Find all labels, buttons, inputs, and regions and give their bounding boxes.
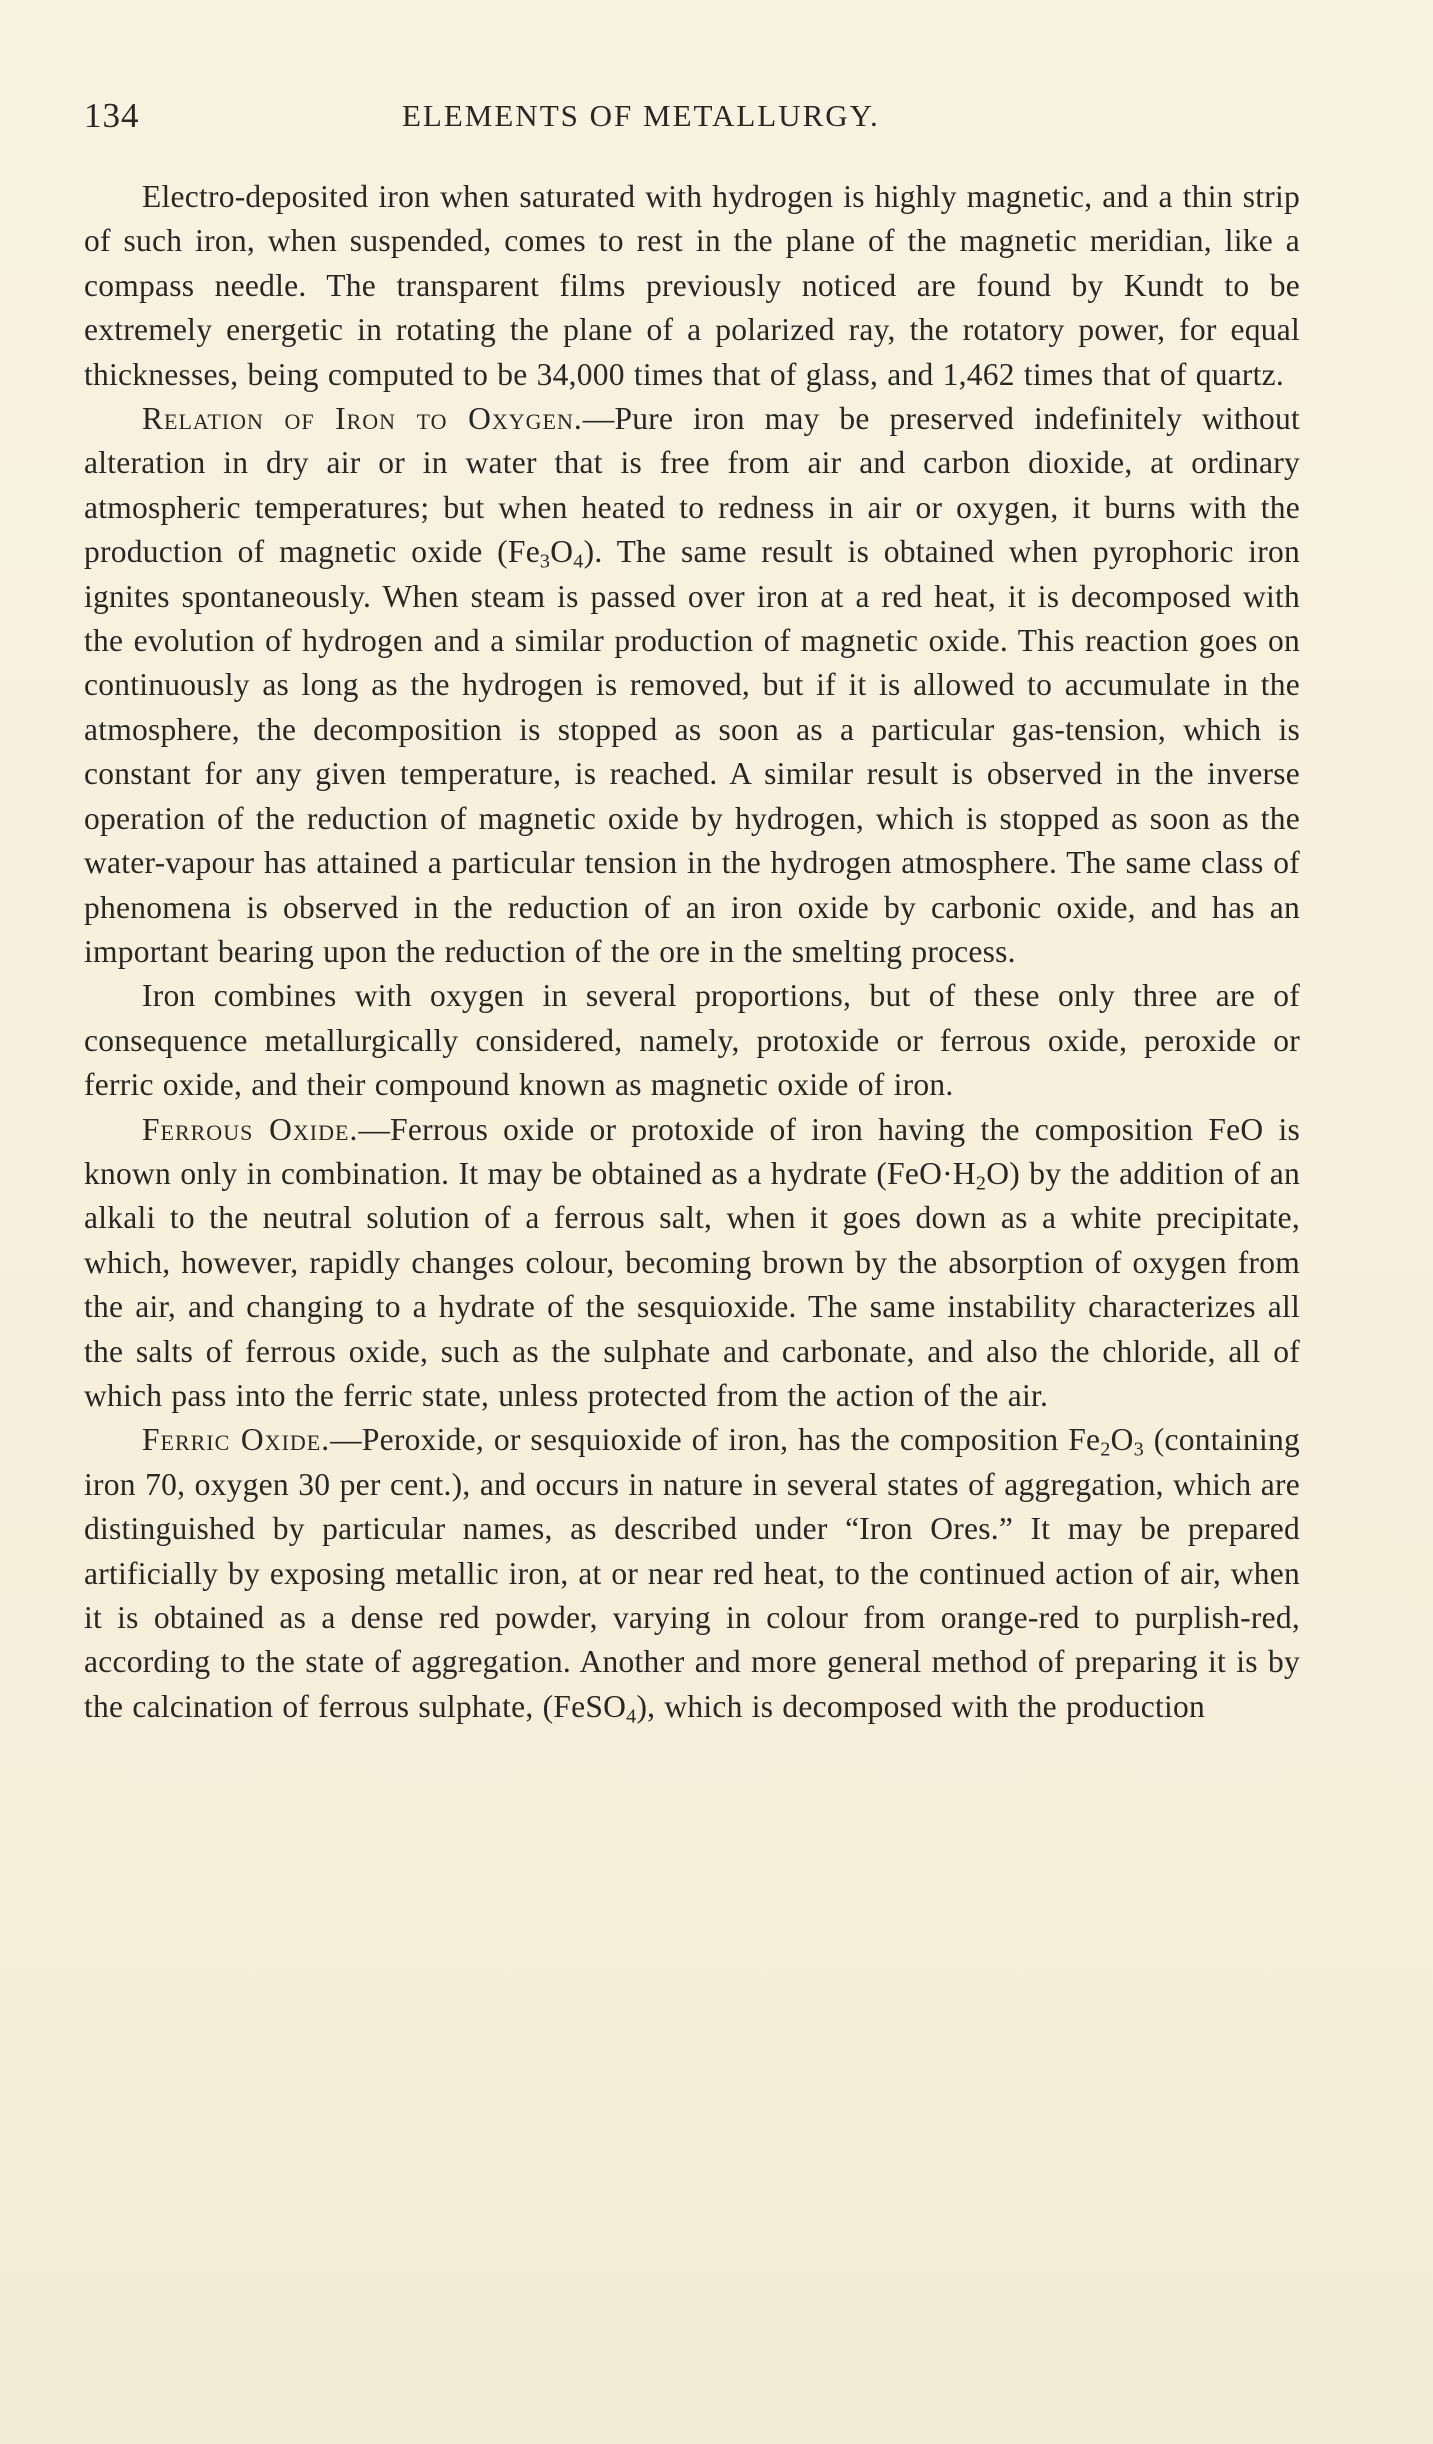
- page-header: [84, 96, 1300, 146]
- paragraph-ferrous-oxide: Ferrous Oxide.—Ferrous oxide or protoxide of iron having the composition FeO is known only in combination. It may be obtained as a hydrate $(FeO\cdot H_2O)$ by the addition of an alkali to the neutral solution of a ferrous salt, when it goes down as a white precipitate, which, however, rapidly changes colour, becoming brown by the absorption of oxygen from the air, and changing to a hydrate of the sesquioxide. The same instability characterizes all the salts of ferrous oxide, such as the sulphate and carbonate, and also the chloride, all of which pass into the ferric state, unless protected from the action of the air.: [84, 1111, 1301, 1413]
- subscript: 2: [975, 1172, 987, 1195]
- paragraph-ferric-oxide: Ferric Oxide.—Peroxide, or sesquioxide of iron, has the composition $Fe_2O_3$ (containing iron 70, oxygen 30 per cent.), and occurs in nature in several states of aggregation, which are distinguished by particular names, as described under “Iron Ores.” It may be prepared artificially by exposing metallic iron, at or near red heat, to the continued action of air, when it is obtained as a dense red powder, varying in colour from orange-red to purplish-red, according to the state of aggregation. Another and more general method of preparing it is by the calcination of ferrous sulphate, (FeSO$_4$), which is decomposed with the production: [84, 1422, 1300, 1728]
- paragraph-oxygen-proportions: Iron combines with oxygen in several proportions, but of these only three are of consequence metallurgically considered, namely, protoxide or ferrous oxide, peroxide or ferric oxide, and their compound known as magnetic oxide of iron.: [84, 978, 1300, 1103]
- paragraph-relation-to-oxygen: Relation of Iron to Oxygen.—Pure iron may be preserved indefinitely without alteration in dry air or in water that is free from air and carbon dioxide, at ordinary atmospheric temperatures; but when heated to redness in air or oxygen, it burns with the production of magnetic oxide $(Fe_3O_4)$. The same result is obtained when pyrophoric iron ignites spontaneously. When steam is passed over iron at a red heat, it is decomposed with the evolution of hydrogen and a similar production of magnetic oxide. This reaction goes on continuously as long as the hydrogen is removed, but if it is allowed to accumulate in the atmosphere, the decomposition is stopped as soon as a particular gas-tension, which is constant for any given temperature, is reached. A similar result is observed in the inverse operation of the reduction of magnetic oxide by hydrogen, which is stopped as soon as the water-vapour has attained a particular tension in the hydrogen atmosphere. The same class of phenomena is observed in the reduction of an iron oxide by carbonic oxide, and has an important bearing upon the reduction of the ore in the smelting process.: [84, 401, 1301, 969]
- subscript: 2: [1100, 1439, 1111, 1462]
- body-text: [84, 175, 1300, 1729]
- page-number: 134: [84, 96, 140, 135]
- running-head: ELEMENTS OF METALLURGY.: [402, 98, 880, 133]
- paragraph-magnetism: Electro-deposited iron when saturated with hydrogen is highly magnetic, and a thin strip of such iron, when suspended, comes to rest in the plane of the magnetic meridian, like a compass needle. The transparent films previously noticed are found by Kundt to be extremely energetic in rotating the plane of a polarized ray, the rotatory power, for equal thicknesses, being computed to be 34,000 times that of glass, and 1,462 times that of quartz.: [84, 179, 1300, 392]
- subscript: 3: [1133, 1439, 1144, 1462]
- subscript: 4: [626, 1705, 637, 1728]
- section-heading-ferric-oxide: Ferric Oxide.: [142, 1422, 331, 1458]
- section-heading-ferrous-oxide: Ferrous Oxide.: [142, 1111, 359, 1147]
- formula-magnetic-oxide: $Fe_3O_4$: [507, 534, 584, 573]
- section-heading-relation-of-iron-to-oxygen: Relation of Iron to Oxygen.: [142, 401, 583, 437]
